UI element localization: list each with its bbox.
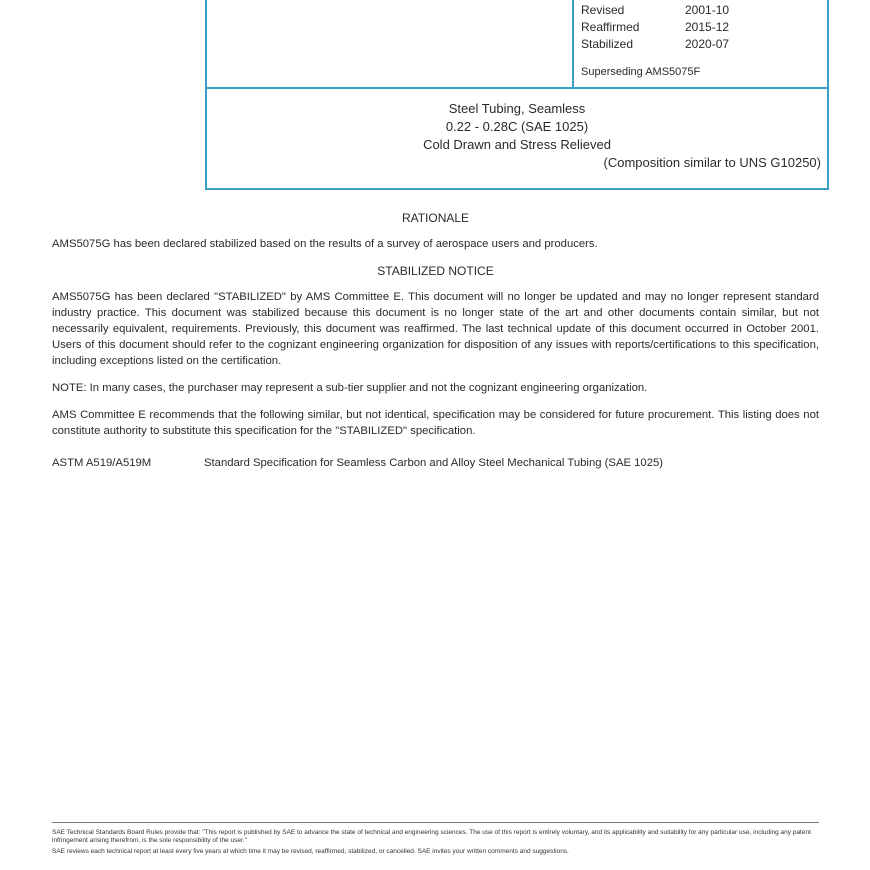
document-footer xyxy=(52,822,819,859)
header-divider xyxy=(572,0,574,87)
document-header-box xyxy=(205,0,829,190)
document-body xyxy=(52,210,819,471)
header-top-section xyxy=(207,0,827,89)
date-label: Revised xyxy=(581,3,625,17)
footer-line: SAE Technical Standards Board Rules provide that: "This report is published by SAE to advance the state of technical and engineering sciences. The use of this report is entirely voluntary, and its applicability and suitability for any particular use, including any patent infringement arising therefrom, is the sole responsibility of the user." xyxy=(52,829,811,844)
date-row-reaffirmed xyxy=(581,19,729,36)
reference-row xyxy=(52,455,819,471)
title-line: Steel Tubing, Seamless xyxy=(448,101,586,116)
title-line: Cold Drawn and Stress Relieved xyxy=(423,137,611,152)
superseding-note: Superseding AMS5075F xyxy=(581,66,701,78)
rationale-text: AMS5075G has been declared stabilized based on the results of a survey of aerospace users and producers. xyxy=(52,238,598,250)
stabilized-notice-heading: STABILIZED NOTICE xyxy=(377,264,494,278)
date-label: Stabilized xyxy=(581,37,634,51)
date-value: 2015-12 xyxy=(685,20,730,34)
footer-line: SAE reviews each technical report at least every five years at which time it may be revised, reaffirmed, stabilized, or cancelled. SAE invites your written comments and suggestions. xyxy=(52,848,569,855)
recommendation-text: AMS Committee E recommends that the following similar, but not identical, specification may be considered for future procurement. This listing does not constitute authority to substitute this specification for the "STABILIZED" specification. xyxy=(52,409,819,437)
date-value: 2001-10 xyxy=(685,3,730,17)
date-value: 2020-07 xyxy=(685,37,730,51)
title-line: 0.22 - 0.28C (SAE 1025) xyxy=(445,119,589,134)
stabilized-notice-text: AMS5075G has been declared "STABILIZED" by AMS Committee E. This document will no longer be updated and may no longer represent standard industry practice. This document was stabilized because this document is no longer state of the art and other documents contain similar, but not necessarily equivalent, requirements. Previously, this document was reaffirmed. The last technical update of this document occurred in October 2001. Users of this document should refer to the cognizant engineering organization for disposition of any issues with reports/certifications to this specification, including exceptions listed on the certification. xyxy=(52,291,819,367)
reference-description: Standard Specification for Seamless Carbon and Alloy Steel Mechanical Tubing (SAE 1025) xyxy=(204,457,664,469)
date-row-revised xyxy=(581,2,729,19)
document-title xyxy=(207,100,827,172)
date-label: Reaffirmed xyxy=(581,20,640,34)
title-composition: (Composition similar to UNS G10250) xyxy=(603,155,821,170)
rationale-heading: RATIONALE xyxy=(401,211,470,225)
revision-dates xyxy=(581,2,729,53)
note-text: NOTE: In many cases, the purchaser may represent a sub-tier supplier and not the cognizant engineering organization. xyxy=(52,382,648,394)
date-row-stabilized xyxy=(581,36,729,53)
reference-code: ASTM A519/A519M xyxy=(52,457,152,469)
